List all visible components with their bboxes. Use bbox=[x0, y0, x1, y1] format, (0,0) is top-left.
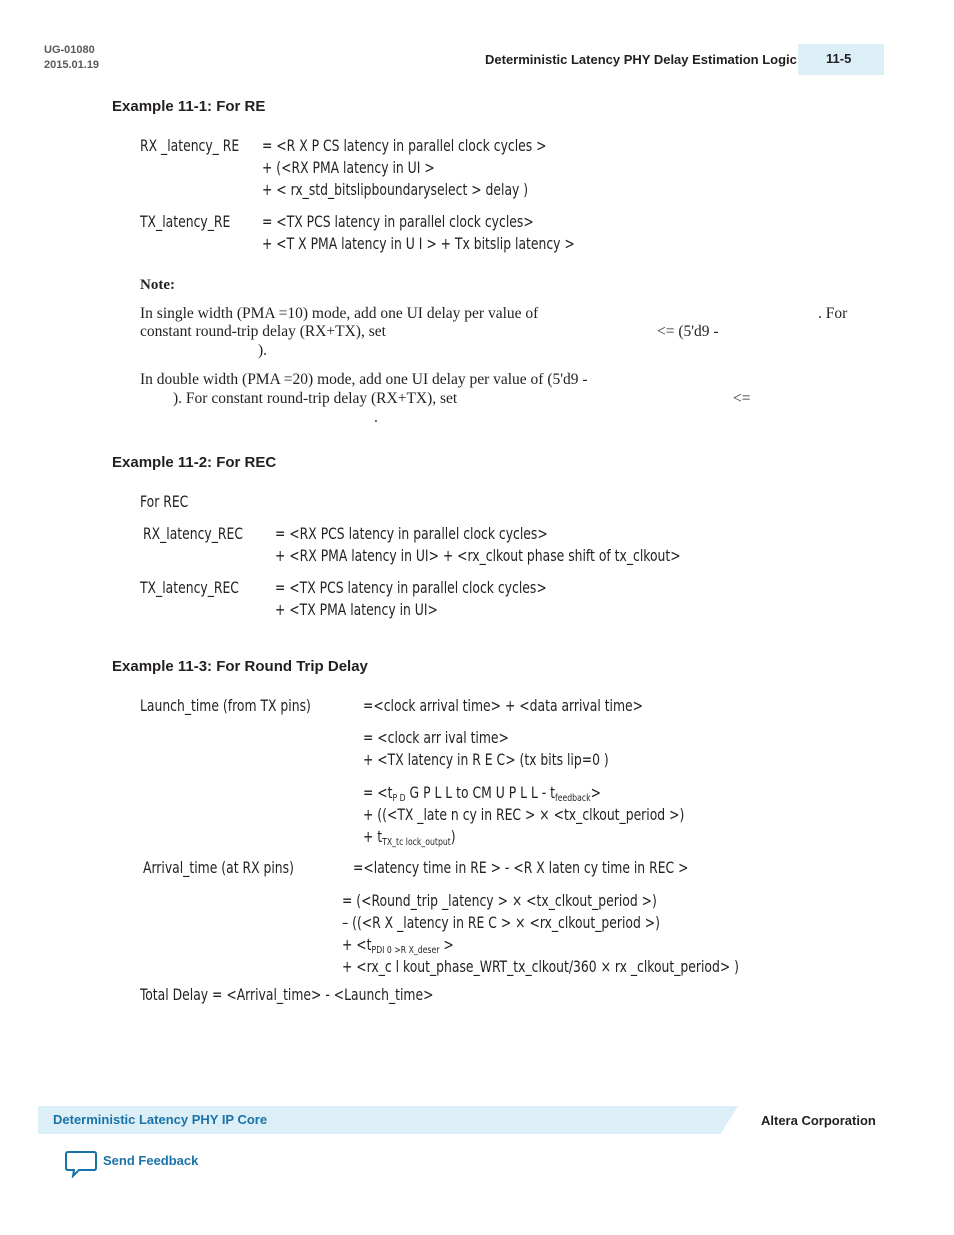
eq3-launch-line3: + <TX latency in R E C> (tx bits lip=0 ) bbox=[363, 750, 609, 769]
eq3-launch-lhs: Launch_time (from TX pins) bbox=[140, 696, 311, 715]
eq3-arrival-line4 bbox=[342, 935, 454, 956]
document-date: 2015.01.19 bbox=[44, 59, 100, 71]
eq3-launch-line4-a: = <t bbox=[363, 783, 393, 802]
footer-doc-link[interactable]: Deterministic Latency PHY IP Core bbox=[53, 1112, 268, 1127]
eq3-arrival-line2: = (<Round_trip _latency > × <tx_clkout_period >) bbox=[342, 891, 657, 910]
note-p1-for: . For bbox=[818, 305, 848, 322]
eq3-launch-line6-sub: TX_tc lock_output bbox=[382, 837, 451, 848]
eq1-rx-lhs: RX _latency_ RE bbox=[140, 136, 240, 155]
eq2-rx-line1: = <RX PCS latency in parallel clock cycles> bbox=[275, 524, 548, 543]
note-p1-line2: constant round-trip delay (RX+TX), set bbox=[140, 323, 386, 340]
eq2-rx-lhs: RX_latency_REC bbox=[143, 524, 244, 543]
send-feedback-link[interactable]: Send Feedback bbox=[103, 1153, 199, 1168]
eq3-arrival-line4-a: + <t bbox=[342, 935, 372, 954]
header-title: Deterministic Latency PHY Delay Estimation Logic bbox=[485, 52, 797, 67]
note-p2-line2: ). For constant round-trip delay (RX+TX), set bbox=[173, 390, 458, 407]
eq1-tx-lhs: TX_latency_RE bbox=[140, 212, 231, 231]
eq3-arrival-line1: =<latency time in RE > - <R X laten cy time in REC > bbox=[353, 858, 689, 877]
eq3-launch-line1: =<clock arrival time> + <data arrival time> bbox=[363, 696, 644, 715]
page-number-tab: 11-5 bbox=[798, 44, 884, 75]
note-p1-line1: In single width (PMA =10) mode, add one UI delay per value of bbox=[140, 305, 539, 322]
example-11-2-title: Example 11-2: For REC bbox=[112, 454, 277, 471]
eq3-launch-line4-c: > bbox=[590, 783, 601, 802]
note-p2-period: . bbox=[374, 409, 378, 426]
note-p1-expression: <= (5'd9 - bbox=[657, 323, 719, 340]
eq3-launch-line5: + ((<TX _late n cy in REC > × <tx_clkout_period >) bbox=[363, 805, 685, 824]
eq3-launch-line4 bbox=[363, 783, 601, 804]
eq3-launch-line6-a: + t bbox=[363, 827, 383, 846]
eq3-launch-line4-sub1: P D bbox=[392, 793, 406, 804]
eq1-rx-line3: + < rx_std_bitslipboundaryselect > delay ) bbox=[262, 180, 529, 199]
eq3-arrival-line4-b: > bbox=[439, 935, 454, 954]
eq3-launch-line6-b: ) bbox=[450, 827, 456, 846]
example-11-1-title: Example 11-1: For RE bbox=[112, 98, 266, 115]
eq3-launch-line4-b: G P L L to CM U P L L - t bbox=[405, 783, 556, 802]
eq2-tx-line2: + <TX PMA latency in UI> bbox=[275, 600, 438, 619]
eq3-arrival-line5: + <rx_c l kout_phase_WRT_tx_clkout/360 × rx _clkout_period> ) bbox=[342, 957, 739, 976]
eq3-arrival-line4-sub: PDI 0 >R X_deser bbox=[371, 945, 440, 956]
eq2-tx-lhs: TX_latency_REC bbox=[140, 578, 239, 597]
company-name: Altera Corporation bbox=[761, 1113, 876, 1128]
note-p1-close: ). bbox=[258, 342, 268, 359]
eq1-tx-line1: = <TX PCS latency in parallel clock cycles> bbox=[262, 212, 534, 231]
note-p2-le: <= bbox=[733, 390, 751, 407]
document-id-block bbox=[44, 43, 99, 73]
eq3-arrival-line3: – ((<R X _latency in RE C > × <rx_clkout_period >) bbox=[342, 913, 660, 932]
document-number: UG-01080 bbox=[44, 44, 95, 56]
eq3-launch-line4-sub2: feedback bbox=[555, 793, 591, 804]
eq3-arrival-lhs: Arrival_time (at RX pins) bbox=[143, 858, 294, 877]
eq1-rx-line2: + (<RX PMA latency in UI > bbox=[262, 158, 435, 177]
note-p2-line1: In double width (PMA =20) mode, add one UI delay per value of (5'd9 - bbox=[140, 371, 588, 388]
eq2-rx-line2: + <RX PMA latency in UI> + <rx_clkout phase shift of tx_clkout> bbox=[275, 546, 681, 565]
speech-bubble-icon[interactable] bbox=[65, 1150, 97, 1178]
eq3-total-delay: Total Delay = <Arrival_time> - <Launch_time> bbox=[140, 985, 434, 1004]
example-11-3-title: Example 11-3: For Round Trip Delay bbox=[112, 658, 368, 675]
eq2-tx-line1: = <TX PCS latency in parallel clock cycles> bbox=[275, 578, 547, 597]
eq3-launch-line2: = <clock arr ival time> bbox=[363, 728, 509, 747]
eq1-tx-line2: + <T X PMA latency in U I > + Tx bitslip latency > bbox=[262, 234, 575, 253]
eq2-intro: For REC bbox=[140, 492, 189, 511]
eq3-launch-line6 bbox=[363, 827, 456, 848]
eq1-rx-line1: = <R X P CS latency in parallel clock cycles > bbox=[262, 136, 547, 155]
note-title: Note: bbox=[140, 277, 175, 293]
